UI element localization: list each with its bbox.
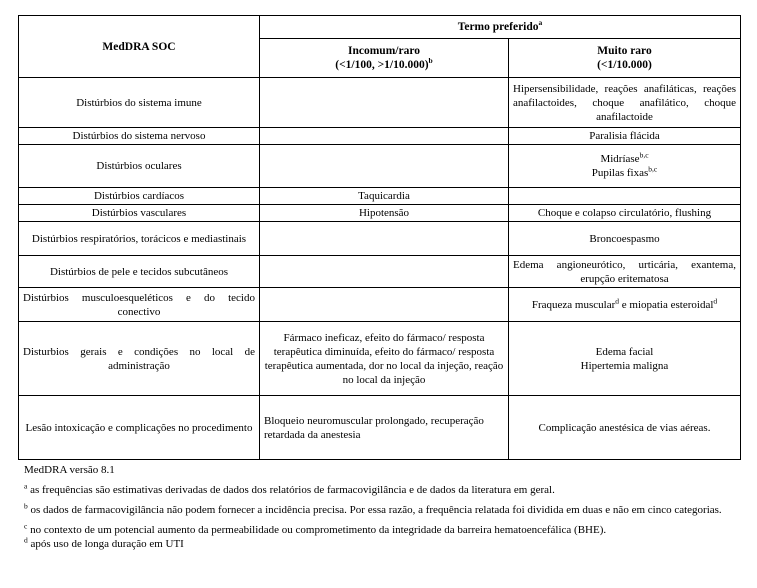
soc-cell: Distúrbios cardíacos: [19, 188, 260, 205]
uncommon-cell: [260, 222, 509, 256]
table-row: [19, 222, 741, 256]
uncommon-cell: Bloqueio neuromuscular prolongado, recuperação retardada da anestesia: [260, 396, 509, 460]
soc-cell: Distúrbios de pele e tecidos subcutâneos: [19, 256, 260, 288]
meddra-version: MedDRA versão 8.1: [24, 464, 115, 476]
very-rare-cell: Edema facial Hipertemia maligna: [509, 322, 741, 396]
soc-cell: Distúrbios respiratórios, torácicos e mediastinais: [19, 222, 260, 256]
table-row: [19, 205, 741, 222]
table-row: [19, 78, 741, 128]
header-preferred-term: Termo preferido$^a$: [260, 16, 741, 39]
soc-cell: Lesão intoxicação e complicações no procedimento: [19, 396, 260, 460]
very-rare-cell: Fraqueza muscular$^d$ e miopatia esteroidal$^d$: [509, 288, 741, 322]
uncommon-cell: [260, 78, 509, 128]
very-rare-cell: Paralisia flácida: [509, 128, 741, 145]
header-uncommon-rare: Incomum/raro (<1/100, >1/10.000)$^b$: [260, 39, 509, 78]
soc-cell: Distúrbios vasculares: [19, 205, 260, 222]
very-rare-cell: Edema angioneurótico, urticária, exantema, erupção eritematosa: [509, 256, 741, 288]
adverse-reactions-table: [18, 15, 741, 460]
very-rare-cell: Broncoespasmo: [509, 222, 741, 256]
very-rare-cell: Complicação anestésica de vias aéreas.: [509, 396, 741, 460]
table-row: [19, 188, 741, 205]
soc-cell: Distúrbios do sistema nervoso: [19, 128, 260, 145]
footnote-c: $^c$ no contexto de um potencial aumento da permeabilidade ou comprometimento da integridade da barreira hematoencefálica (BHE).: [24, 521, 607, 536]
uncommon-cell: Taquicardia: [260, 188, 509, 205]
soc-cell: Disturbios gerais e condições no local de administração: [19, 322, 260, 396]
table-row: [19, 145, 741, 188]
table-row: [19, 256, 741, 288]
soc-cell: Distúrbios musculoesqueléticos e do tecido conectivo: [19, 288, 260, 322]
table-row: [19, 288, 741, 322]
header-very-rare: Muito raro (<1/10.000): [509, 39, 741, 78]
very-rare-cell: Midríase$^{b,c}$ Pupilas fixas$^{b,c}$: [509, 145, 741, 188]
footnote-b: $^b$ os dados de farmacovigilância não podem fornecer a incidência precisa. Por essa razão, a frequência relatada foi dividida em duas e não em cinco categorias.: [24, 501, 722, 516]
uncommon-cell: Fármaco ineficaz, efeito do fármaco/ resposta terapêutica diminuída, efeito do fármaco/ resposta terapêutica aumentada, dor no local da injeção, reação no local da injeção: [260, 322, 509, 396]
uncommon-cell: [260, 288, 509, 322]
footnote-a: $^a$ as frequências são estimativas derivadas de dados dos relatórios de farmacovigilância e de dados da literatura em geral.: [24, 481, 555, 496]
footnote-d: $^d$ após uso de longa duração em UTI: [24, 535, 184, 550]
table-footnotes: [24, 463, 736, 551]
table-row: [19, 396, 741, 460]
very-rare-cell: Hipersensibilidade, reações anafiláticas, reações anafilactoides, choque anafilático, choque anafilactoide: [509, 78, 741, 128]
uncommon-cell: [260, 128, 509, 145]
uncommon-cell: [260, 256, 509, 288]
soc-cell: Distúrbios do sistema imune: [19, 78, 260, 128]
uncommon-cell: [260, 145, 509, 188]
table-row: [19, 128, 741, 145]
header-meddra-soc: MedDRA SOC: [19, 16, 260, 78]
soc-cell: Distúrbios oculares: [19, 145, 260, 188]
very-rare-cell: Choque e colapso circulatório, flushing: [509, 205, 741, 222]
table-row: [19, 322, 741, 396]
uncommon-cell: Hipotensão: [260, 205, 509, 222]
very-rare-cell: [509, 188, 741, 205]
